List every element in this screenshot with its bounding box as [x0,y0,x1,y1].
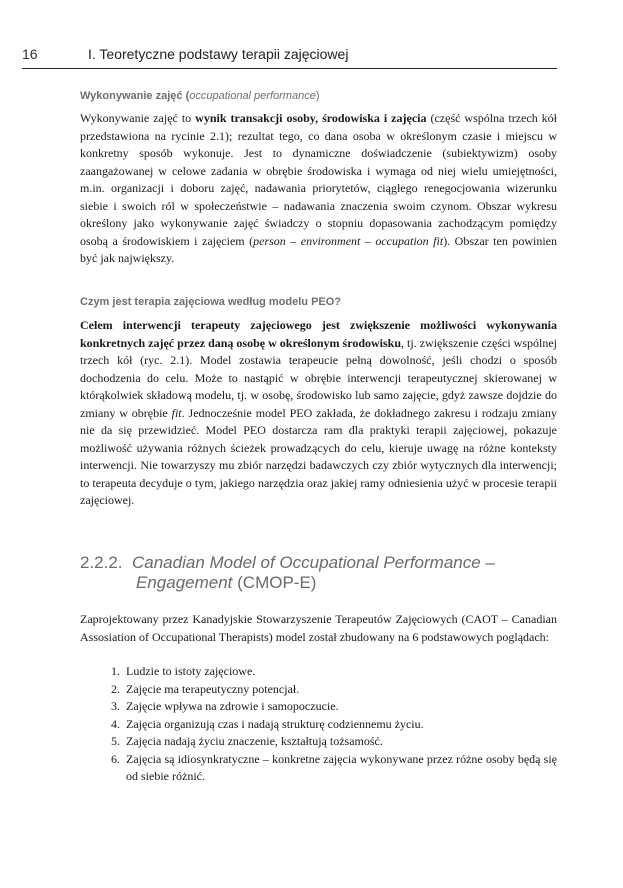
running-title: I. Teoretyczne podstawy terapii zajęciowej [88,46,349,62]
list-item: 6. Zajęcia są idiosynkratyczne – konkretne zajęcia wykonywane przez różne osoby będą się od siebie różnić. [111,751,557,783]
subheading-peo-therapy: Czym jest terapia zajęciowa według modelu PEO? [80,296,342,308]
cmop-principles-list [80,663,557,786]
section-heading-cmop-e: 2.2.2. Canadian Model of Occupational Performance – Engagement (CMOP-E) [80,553,495,592]
page-number: 16 [22,46,38,62]
list-item: 5. Zajęcia nadają życiu znaczenie, kształtują tożsamość. [111,734,383,748]
running-header [22,40,557,69]
subheading-occupational-performance: Wykonywanie zajęć (occupational performance) [80,90,320,102]
paragraph-peo-therapy: Celem interwencji terapeuty zajęciowego jest zwiększenie możliwości wykonywania konkretnych zajęć przez daną osobę w określonym środowisku, tj. zwiększenie części wspólnej trzech kół (ryc. 2.1). Model zostawia terapeucie pełną dowolność, jeśli chodzi o sposób dochodzenia do celu. Może to nastąpić w obrębie interwencji terapeutycznej skierowanej w którąkolwiek składową modelu, tj. w osobę, środowisko lub samo zajęcie, gdyż zawsze dojdzie do zmiany w obrębie fit. Jednocześnie model PEO zakłada, że dokładnego zakresu i rodzaju zmiany nie da się przewidzieć. Model PEO dostarcza ram dla praktyki terapii zajęciowej, pokazuje możliwość używania różnych ścieżek prowadzących do celu, kieruje uwagę na różne konteksty interwencji. Nie towarzyszy mu zbiór narzędzi badawczych czy zbiór wytycznych dla interwencji; to terapeuta decyduje o tym, jakiego narzędzia oraz jakiej ramy odniesienia użyć w procesie terapii zajęciowej. [80,318,558,507]
list-item: 4. Zajęcia organizują czas i nadają strukturę codziennemu życiu. [111,716,424,731]
list-item: 3. Zajęcie wpływa na zdrowie i samopoczucie. [111,699,339,713]
paragraph-occupational-performance: Wykonywanie zajęć to wynik transakcji osoby, środowiska i zajęcia (część wspólna trzech kół przedstawiona na rycinie 2.1); rezultat tego, co dana osoba w określonym czasie i miejscu w konkretny sposób wykonuje. Jest to dynamiczne doświadczenie (subiektywizm) osoby zaangażowanej w celowe zadania w obrębie środowiska i wymaga od niej wielu umiejętności, m.in. organizacji i doboru zajęć, nadawania priorytetów, ciągłego renegocjowania wizerunku siebie i swoich ról w społeczeństwie – nadawania znaczenia swoim czynom. Obszar wykresu określony jako wykonywanie zajęć świadczy o stopniu dopasowania zachodzącym pomiędzy osobą a środowiskiem i zajęciem (person – environment – occupation fit). Obszar ten powinien być jak największy. [80,111,558,265]
list-item: 2. Zajęcie ma terapeutyczny potencjał. [111,681,300,696]
list-item: 1. Ludzie to istoty zajęciowe. [111,664,256,678]
paragraph-cmop-intro: Zaprojektowany przez Kanadyjskie Stowarzyszenie Terapeutów Zajęciowych (CAOT – Canadian Assosiation of Occupational Therapists) model został zbudowany na 6 podstawowych poglądach: [80,612,557,644]
